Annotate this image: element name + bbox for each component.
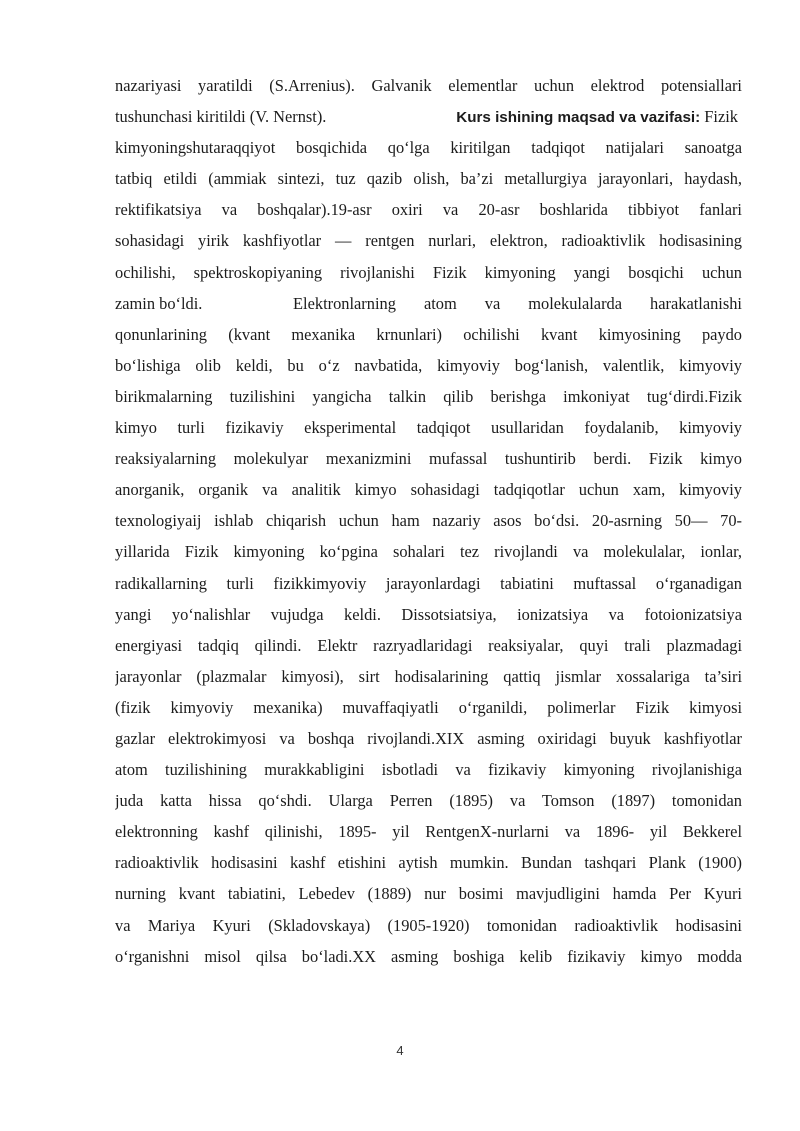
- text-line: texnologiyaij ishlab chiqarish uchun ham nazariy asos bo‘dsi. 20-asrning 50— 70-: [115, 511, 742, 531]
- text-line-with-heading: [115, 101, 742, 132]
- text-line: nazariyasi yaratildi (S.Arrenius). Galvanik elementlar uchun elektrod potensiallari: [115, 76, 742, 95]
- text-segment: Fizik: [704, 107, 738, 127]
- text-line: kimyoningshutaraqqiyot bosqichida qo‘lga kiritilgan tadqiqot natijalari sanoatga: [115, 138, 742, 158]
- body-text: [115, 70, 742, 972]
- page-number: 4: [396, 1043, 404, 1058]
- text-word: molekulalarda: [528, 293, 623, 313]
- text-line: atom tuzilishining murakkabligini isbotladi va fizikaviy kimyoning rivojlanishiga: [115, 760, 742, 780]
- text-word: Elektronlarning: [293, 293, 396, 313]
- text-line: kimyo turli fizikaviy eksperimental tadqiqot usullaridan foydalanib, kimyoviy: [115, 418, 742, 438]
- text-line: o‘rganishni misol qilsa bo‘ladi.XX asming boshiga kelib fizikaviy kimyo modda: [115, 946, 742, 966]
- text-word: atom: [423, 293, 457, 313]
- text-line: va Mariya Kyuri (Skladovskaya) (1905-1920) tomonidan radioaktivlik hodisasini: [115, 915, 742, 935]
- text-line: nurning kvant tabiatini, Lebedev (1889) nur bosimi mavjudligini hamda Per Kyuri: [115, 884, 742, 904]
- text-line: gazlar elektrokimyosi va boshqa rivojlandi.XIX asming oxiridagi buyuk kashfiyotlar: [115, 728, 742, 748]
- text-line: yillarida Fizik kimyoning ko‘pgina sohalari tez rivojlandi va molekulalar, ionlar,: [115, 542, 742, 562]
- text-line: yangi yo‘nalishlar vujudga keldi. Dissotsiatsiya, ionizatsiya va fotoionizatsiya: [115, 604, 742, 624]
- text-line: tatbiq etildi (ammiak sintezi, tuz qazib olish, ba’zi metallurgiya jarayonlari, haydash,: [115, 169, 742, 189]
- text-word: harakatlanishi: [650, 293, 742, 313]
- text-line: ochilishi, spektroskopiyaning rivojlanishi Fizik kimyoning yangi bosqichi uchun: [115, 262, 742, 282]
- text-line: anorganik, organik va analitik kimyo sohasidagi tadqiqotlar uchun xam, kimyoviy: [115, 480, 742, 500]
- section-heading-wrap: [456, 101, 738, 132]
- text-line: birikmalarning tuzilishini yangicha talkin qilib berishga imkoniyat tug‘dirdi.Fizik: [115, 386, 742, 406]
- text-line: jarayonlar (plazmalar kimyosi), sirt hodisalarining qattiq jismlar xossalariga ta’siri: [115, 666, 742, 686]
- text-line: elektronning kashf qilinishi, 1895- yil RentgenX-nurlarni va 1896- yil Bekkerel: [115, 822, 742, 842]
- text-line: (fizik kimyoviy mexanika) muvaffaqiyatli o‘rganildi, polimerlar Fizik kimyosi: [115, 697, 742, 717]
- text-line: radikallarning turli fizikkimyoviy jarayonlardagi tabiatini muftassal o‘rganadigan: [115, 573, 742, 593]
- text-segment: tushunchasi kiritildi (V. Nernst).: [115, 107, 327, 127]
- text-line: radioaktivlik hodisasini kashf etishini aytish mumkin. Bundan tashqari Plank (1900): [115, 853, 742, 873]
- section-heading: Kurs ishining maqsad va vazifasi:: [456, 109, 701, 127]
- text-line: juda katta hissa qo‘shdi. Ularga Perren (1895) va Tomson (1897) tomonidan: [115, 791, 742, 811]
- text-word: va: [484, 293, 501, 313]
- text-line: sohasidagi yirik kashfiyotlar — rentgen nurlari, elektron, radioaktivlik hodisasining: [115, 231, 742, 251]
- text-line: qonunlarining (kvant mexanika krnunlari) ochilishi kvant kimyosining paydo: [115, 324, 742, 344]
- text-line: reaksiyalarning molekulyar mexanizmini mufassal tushuntirib berdi. Fizik kimyo: [115, 449, 742, 469]
- text-segment: zamin bo‘ldi.: [115, 293, 203, 313]
- text-line-spaced: [115, 288, 742, 319]
- text-line: rektifikatsiya va boshqalar).19-asr oxiri va 20-asr boshlarida tibbiyot fanlari: [115, 200, 742, 220]
- text-line: bo‘lishiga olib keldi, bu o‘z navbatida, kimyoviy bog‘lanish, valentlik, kimyoviy: [115, 355, 742, 375]
- text-line: energiyasi tadqiq qilindi. Elektr razryadlaridagi reaksiyalar, quyi trali plazmadagi: [115, 635, 742, 655]
